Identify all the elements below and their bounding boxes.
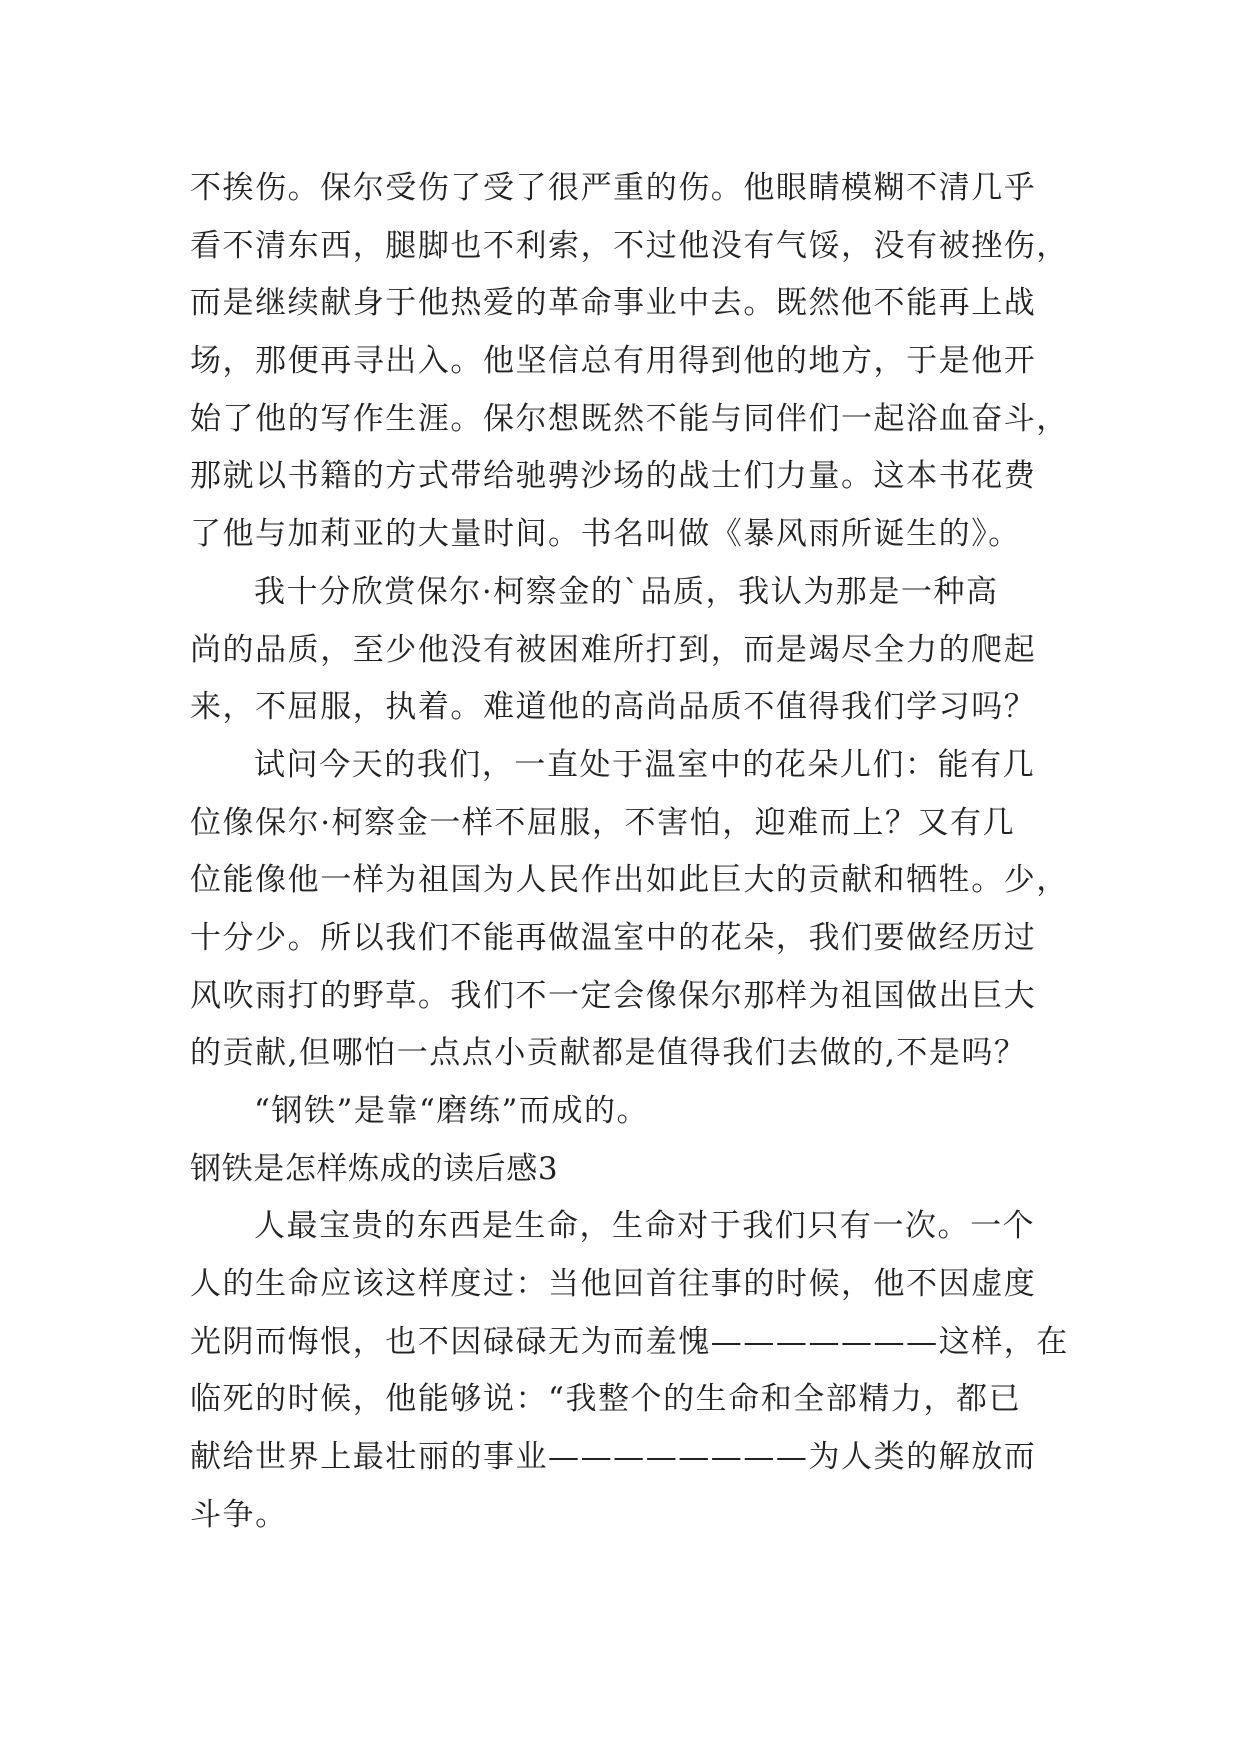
text-line: 献给世界上最壮丽的事业————————为人类的解放而 — [190, 1439, 1037, 1476]
text-line: 而是继续献身于他热爱的革命事业中去。既然他不能再上战 — [190, 285, 1037, 322]
text-line: 光阴而悔恨，也不因碌碌无为而羞愧———————这样，在 — [190, 1323, 1069, 1360]
text-line: 不挨伤。保尔受伤了受了很严重的伤。他眼睛模糊不清几乎 — [190, 170, 1037, 206]
paragraph-start-line: “钢铁”是靠“磨练”而成的。 — [254, 1093, 650, 1129]
text-line: 位像保尔·柯察金一样不屈服，不害怕，迎难而上？又有几 — [190, 804, 1016, 841]
text-line: 了他与加莉亚的大量时间。书名叫做《暴风雨所诞生的》。 — [190, 516, 1021, 553]
text-line: 十分少。所以我们不能再做温室中的花朵，我们要做经历过 — [190, 919, 1037, 956]
document-page — [190, 160, 1070, 1545]
paragraph-start-line: 试问今天的我们，一直处于温室中的花朵儿们：能有几 — [254, 746, 1036, 783]
text-line: 那就以书籍的方式带给驰骋沙场的战士们力量。这本书花费 — [190, 458, 1037, 495]
text-line: 看不清东西，腿脚也不利索，不过他没有气馁，没有被挫伤， — [190, 227, 1069, 264]
text-line: 尚的品质，至少他没有被困难所打到，而是竭尽全力的爬起 — [190, 631, 1037, 668]
section-heading: 钢铁是怎样炼成的读后感3 — [190, 1150, 559, 1187]
paragraph-start-line: 我十分欣赏保尔·柯察金的`品质，我认为那是一种高 — [254, 573, 999, 610]
text-line: 斗争。 — [190, 1496, 288, 1533]
text-line: 临死的时候，他能够说：“我整个的生命和全部精力，都已 — [190, 1381, 1022, 1418]
text-line: 风吹雨打的野草。我们不一定会像保尔那样为祖国做出巨大 — [190, 977, 1037, 1014]
text-line: 场，那便再寻出入。他坚信总有用得到他的地方，于是他开 — [190, 343, 1037, 380]
text-line: 位能像他一样为祖国为人民作出如此巨大的贡献和牺牲。少， — [190, 862, 1069, 899]
text-line: 来，不屈服，执着。难道他的高尚品质不值得我们学习吗？ — [190, 689, 1037, 726]
text-line: 的贡献,但哪怕一点点小贡献都是值得我们去做的,不是吗？ — [190, 1035, 1027, 1072]
text-line: 始了他的写作生涯。保尔想既然不能与同伴们一起浴血奋斗， — [190, 400, 1069, 437]
text-line: 人的生命应该这样度过：当他回首往事的时候，他不因虚度 — [190, 1266, 1037, 1303]
paragraph-start-line: 人最宝贵的东西是生命，生命对于我们只有一次。一个 — [254, 1208, 1036, 1245]
